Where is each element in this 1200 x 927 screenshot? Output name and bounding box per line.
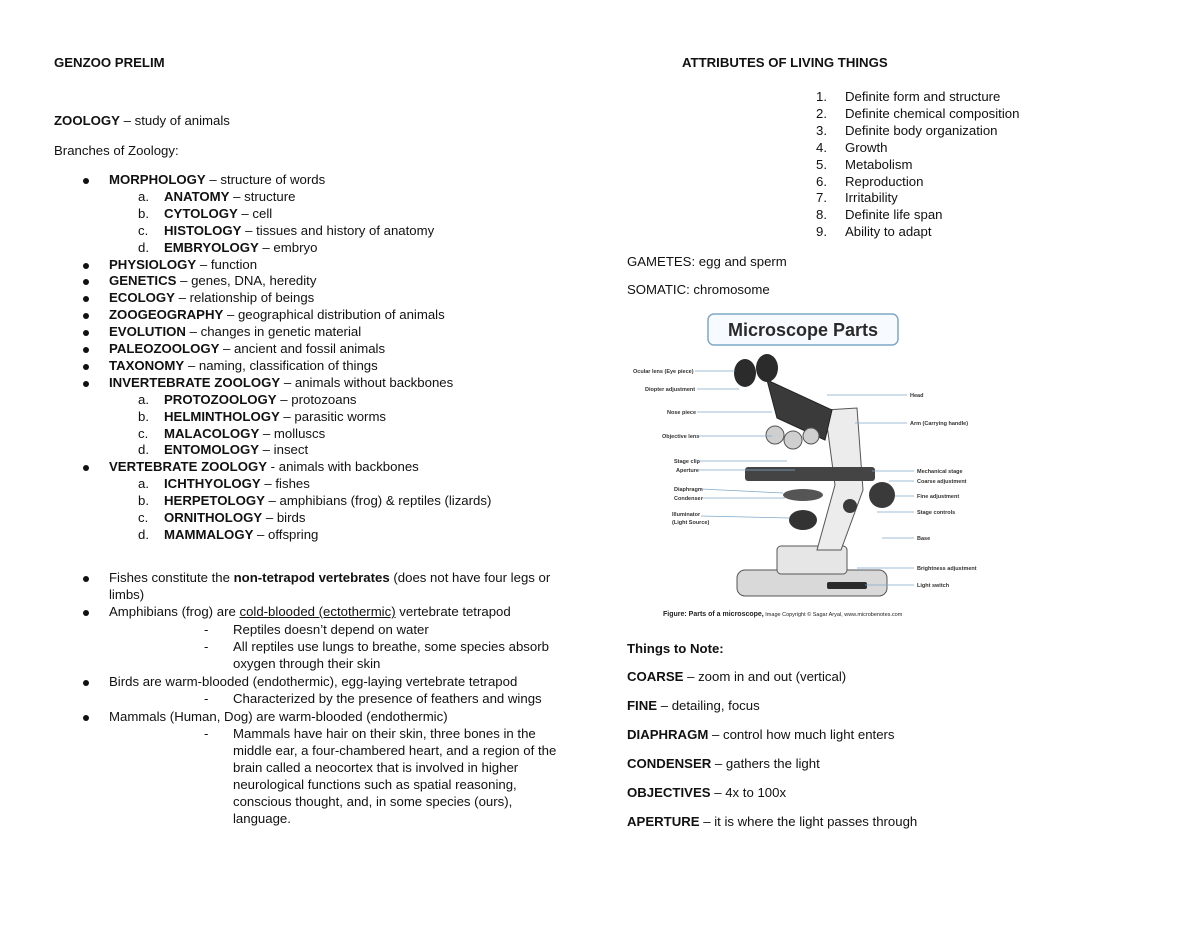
attribute-item: Definite body organization xyxy=(845,122,998,138)
zoology-term: ZOOLOGY xyxy=(54,113,120,128)
fish-post: (does not have four legs or limbs) xyxy=(109,570,551,602)
attribute-item: Ability to adapt xyxy=(845,224,932,240)
branch-term: PALEOZOOLOGY xyxy=(109,341,220,356)
label-light-switch: Light switch xyxy=(917,583,950,589)
dash-icon: - xyxy=(204,726,209,741)
page-title: GENZOO PRELIM xyxy=(54,55,165,70)
label-light-source: (Light Source) xyxy=(672,520,710,526)
sub-branch-def: – tissues and history of anatomy xyxy=(241,222,435,238)
sub-branch-letter: a. xyxy=(138,391,149,407)
eyepiece-left xyxy=(734,359,756,387)
note-term: OBJECTIVES xyxy=(627,785,711,800)
sub-branch-term: CYTOLOGY xyxy=(164,205,238,221)
somatic-line: SOMATIC: chromosome xyxy=(627,282,770,297)
sub-branch-item xyxy=(164,240,317,256)
note-item xyxy=(627,785,786,801)
condenser xyxy=(783,489,823,501)
gametes-line: GAMETES: egg and sperm xyxy=(627,254,787,269)
note-def: – 4x to 100x xyxy=(710,785,787,800)
sub-branch-item xyxy=(164,510,305,526)
note-term: APERTURE xyxy=(627,814,700,829)
sub-branch-letter: c. xyxy=(138,510,149,525)
note-term: FINE xyxy=(627,698,658,713)
branch-item xyxy=(109,172,325,188)
branch-term: TAXONOMY xyxy=(109,357,185,373)
label-stage-clip: Stage clip xyxy=(674,459,700,465)
attribute-number: 9. xyxy=(816,224,827,240)
things-heading: Things to Note: xyxy=(627,641,724,656)
note-def: – zoom in and out (vertical) xyxy=(683,669,847,684)
sub-branch-term: ANATOMY xyxy=(164,188,230,204)
caption-bold: Figure: Parts of a microscope, xyxy=(663,611,764,618)
sub-branch-letter: d. xyxy=(138,442,149,458)
sub-branch-def: – fishes xyxy=(260,476,310,492)
branch-term: MORPHOLOGY xyxy=(109,172,206,187)
branch-item xyxy=(109,290,314,306)
label-fine: Fine adjustment xyxy=(917,494,960,500)
label-head: Head xyxy=(910,393,924,399)
attribute-number: 2. xyxy=(816,105,827,121)
bullet-icon xyxy=(83,465,89,471)
note-term: COARSE xyxy=(627,669,684,684)
branch-term: VERTEBRATE ZOOLOGY xyxy=(109,459,268,475)
sub-branch-def: – protozoans xyxy=(276,391,357,407)
sub-branch-item xyxy=(164,426,325,442)
attribute-item: Growth xyxy=(845,139,888,155)
sub-branch-term: ORNITHOLOGY xyxy=(164,510,263,525)
amph-post: vertebrate tetrapod xyxy=(395,604,511,619)
sub-branch-item xyxy=(164,189,295,205)
sub-branch-term: MALACOLOGY xyxy=(164,425,260,441)
attribute-number: 3. xyxy=(816,122,827,138)
microscope-icon xyxy=(734,354,895,596)
sub-branch-item xyxy=(164,493,491,509)
sub-branch-item xyxy=(164,223,434,239)
sub-branch-item xyxy=(164,476,310,492)
sub-branch-term: ICHTHYOLOGY xyxy=(164,476,261,492)
note-item xyxy=(627,814,917,830)
branch-def: – genes, DNA, heredity xyxy=(176,273,317,289)
label-brightness: Brightness adjustment xyxy=(917,566,977,572)
branch-def: – animals without backbones xyxy=(280,374,454,390)
branch-term: INVERTEBRATE ZOOLOGY xyxy=(109,374,281,390)
attribute-item: Irritability xyxy=(845,190,898,206)
note-amphibians xyxy=(109,604,511,620)
note-item xyxy=(627,669,846,685)
bullet-icon xyxy=(83,263,89,269)
note-item xyxy=(627,756,820,772)
bullet-icon xyxy=(83,364,89,370)
sub-branch-letter: a. xyxy=(138,188,149,204)
sub-branch-term: EMBRYOLOGY xyxy=(164,239,259,255)
branch-item xyxy=(109,257,257,273)
label-aperture: Aperture xyxy=(676,468,699,474)
label-arm: Arm (Carrying handle) xyxy=(910,421,969,427)
branch-item xyxy=(109,358,378,374)
label-diaphragm: Diaphragm xyxy=(674,487,703,493)
attribute-item: Reproduction xyxy=(845,173,924,189)
label-objective: Objective lens xyxy=(662,434,700,440)
sub-branch-letter: a. xyxy=(138,476,149,492)
branch-def: – ancient and fossil animals xyxy=(219,341,386,356)
sub-branch-term: ENTOMOLOGY xyxy=(164,442,260,458)
objective-2 xyxy=(784,431,802,449)
branch-def: – geographical distribution of animals xyxy=(223,307,445,323)
note-def: – control how much light enters xyxy=(708,727,895,742)
note-birds: Birds are warm-blooded (endothermic), egg-laying vertebrate tetrapod xyxy=(109,674,518,689)
branch-def: – function xyxy=(196,256,258,272)
branch-def: – structure of words xyxy=(205,172,326,187)
label-condenser: Condenser xyxy=(674,496,703,502)
figure-title: Microscope Parts xyxy=(727,320,879,340)
attribute-number: 8. xyxy=(816,207,827,223)
label-base: Base xyxy=(917,536,931,542)
amph-sub-2: All reptiles use lungs to breathe, some species absorb oxygen through their skin xyxy=(233,639,549,671)
branch-item xyxy=(109,459,419,475)
note-term: DIAPHRAGM xyxy=(627,727,709,742)
branch-term: EVOLUTION xyxy=(109,324,186,340)
bullet-icon xyxy=(83,279,89,285)
bullet-icon xyxy=(83,296,89,302)
branch-def: – changes in genetic material xyxy=(185,324,362,340)
sub-branch-item xyxy=(164,527,318,543)
bullet-icon xyxy=(83,330,89,336)
branch-term: ZOOGEOGRAPHY xyxy=(109,307,224,323)
branch-item xyxy=(109,324,361,340)
attribute-item: Metabolism xyxy=(845,156,913,172)
bullet-icon xyxy=(83,715,89,721)
attribute-number: 4. xyxy=(816,139,827,155)
sub-branch-term: PROTOZOOLOGY xyxy=(164,391,277,407)
note-item xyxy=(627,727,895,743)
sub-branch-item xyxy=(164,392,357,408)
attribute-item: Definite chemical composition xyxy=(845,105,1020,121)
sub-branch-letter: b. xyxy=(138,408,149,424)
microscope-stage xyxy=(745,467,875,481)
sub-branch-def: – embryo xyxy=(258,239,318,255)
branch-item xyxy=(109,273,316,289)
illuminator xyxy=(789,510,817,530)
note-item xyxy=(627,698,760,714)
eyepiece-right xyxy=(756,354,778,382)
sub-branch-def: – birds xyxy=(262,510,306,525)
sub-branch-term: HERPETOLOGY xyxy=(164,493,265,509)
bullet-icon xyxy=(83,576,89,582)
figure-caption xyxy=(663,611,903,618)
coarse-knob xyxy=(869,482,895,508)
sub-branch-letter: c. xyxy=(138,222,149,238)
label-ocular: Ocular lens (Eye piece) xyxy=(633,369,694,375)
label-stage-controls: Stage controls xyxy=(917,510,956,516)
zoology-def: – study of animals xyxy=(119,113,230,128)
zoology-definition xyxy=(54,113,230,129)
sub-branch-term: HISTOLOGY xyxy=(164,222,242,238)
branch-term: ECOLOGY xyxy=(109,290,175,306)
sub-branch-letter: b. xyxy=(138,205,149,221)
branch-item xyxy=(109,341,385,357)
left-labels xyxy=(633,369,709,526)
note-def: – gathers the light xyxy=(711,756,820,771)
branch-def: - animals with backbones xyxy=(267,459,419,475)
sub-branch-def: – amphibians (frog) & reptiles (lizards) xyxy=(264,493,492,509)
sub-branch-item xyxy=(164,409,386,425)
sub-branch-term: MAMMALOGY xyxy=(164,526,254,542)
sub-branch-def: – parasitic worms xyxy=(279,408,387,424)
sub-branch-term: HELMINTHOLOGY xyxy=(164,408,280,424)
amph-sub-1: Reptiles doesn’t depend on water xyxy=(233,622,429,637)
branch-def: – relationship of beings xyxy=(174,290,315,306)
microscope-figure xyxy=(627,310,987,622)
sub-branch-letter: b. xyxy=(138,493,149,509)
sub-branch-item xyxy=(164,206,272,222)
attribute-number: 6. xyxy=(816,173,827,189)
bullet-icon xyxy=(83,347,89,353)
right-labels xyxy=(910,393,977,589)
sub-branch-def: – insect xyxy=(259,442,309,458)
light-switch xyxy=(827,582,867,589)
bullet-icon xyxy=(83,680,89,686)
branch-def: – naming, classification of things xyxy=(184,357,378,373)
label-illuminator: Illuminator xyxy=(672,512,701,518)
sub-branch-def: – cell xyxy=(237,205,273,221)
attribute-number: 5. xyxy=(816,156,827,172)
fish-bold: non-tetrapod vertebrates xyxy=(233,570,390,585)
attribute-item: Definite form and structure xyxy=(845,89,1001,104)
bullet-icon xyxy=(83,178,89,184)
sub-branch-letter: c. xyxy=(138,425,149,441)
dash-icon: - xyxy=(204,691,209,706)
branch-item xyxy=(109,375,453,391)
attribute-item: Definite life span xyxy=(845,207,943,223)
dash-icon: - xyxy=(204,622,209,637)
mammals-sub: Mammals have hair on their skin, three bones in the middle ear, a four-chambered heart, and a region of the brain called a neocortex that is involved in higher neurological functions such as spatial reasoning, conscious thought, and, in some species (ours), language. xyxy=(233,726,557,826)
branch-term: PHYSIOLOGY xyxy=(109,256,197,272)
attributes-title: ATTRIBUTES OF LIVING THINGS xyxy=(682,55,888,70)
fish-pre: Fishes constitute the xyxy=(109,570,234,585)
branches-heading: Branches of Zoology: xyxy=(54,143,179,158)
sub-branch-letter: d. xyxy=(138,239,149,255)
branch-term: GENETICS xyxy=(109,273,177,289)
label-coarse: Coarse adjustment xyxy=(917,479,967,485)
objective-1 xyxy=(766,426,784,444)
note-fishes xyxy=(109,569,579,603)
note-term: CONDENSER xyxy=(627,756,712,771)
attribute-number: 1. xyxy=(816,89,827,104)
note-def: – it is where the light passes through xyxy=(699,814,918,829)
note-def: – detailing, focus xyxy=(657,698,760,713)
sub-branch-def: – structure xyxy=(229,188,296,204)
attribute-number: 7. xyxy=(816,190,827,206)
birds-sub: Characterized by the presence of feathers and wings xyxy=(233,691,542,706)
branch-item xyxy=(109,307,445,323)
sub-branch-item xyxy=(164,442,308,458)
bullet-icon xyxy=(83,610,89,616)
bullet-icon xyxy=(83,313,89,319)
objective-3 xyxy=(803,428,819,444)
bullet-icon xyxy=(83,381,89,387)
amph-underlined: cold-blooded (ectothermic) xyxy=(239,604,396,619)
label-diopter: Diopter adjustment xyxy=(645,387,696,393)
sub-branch-def: – offspring xyxy=(253,526,319,542)
label-nosepiece: Nose piece xyxy=(667,410,697,416)
dash-icon: - xyxy=(204,639,209,654)
amph-pre: Amphibians (frog) are xyxy=(109,604,240,619)
fine-knob xyxy=(843,499,857,513)
sub-branch-letter: d. xyxy=(138,526,149,542)
caption-rest: Image Copyright © Sagar Aryal, www.microbenotes.com xyxy=(763,612,903,618)
label-mech-stage: Mechanical stage xyxy=(917,469,963,475)
note-mammals: Mammals (Human, Dog) are warm-blooded (endothermic) xyxy=(109,709,448,724)
sub-branch-def: – molluscs xyxy=(259,425,326,441)
